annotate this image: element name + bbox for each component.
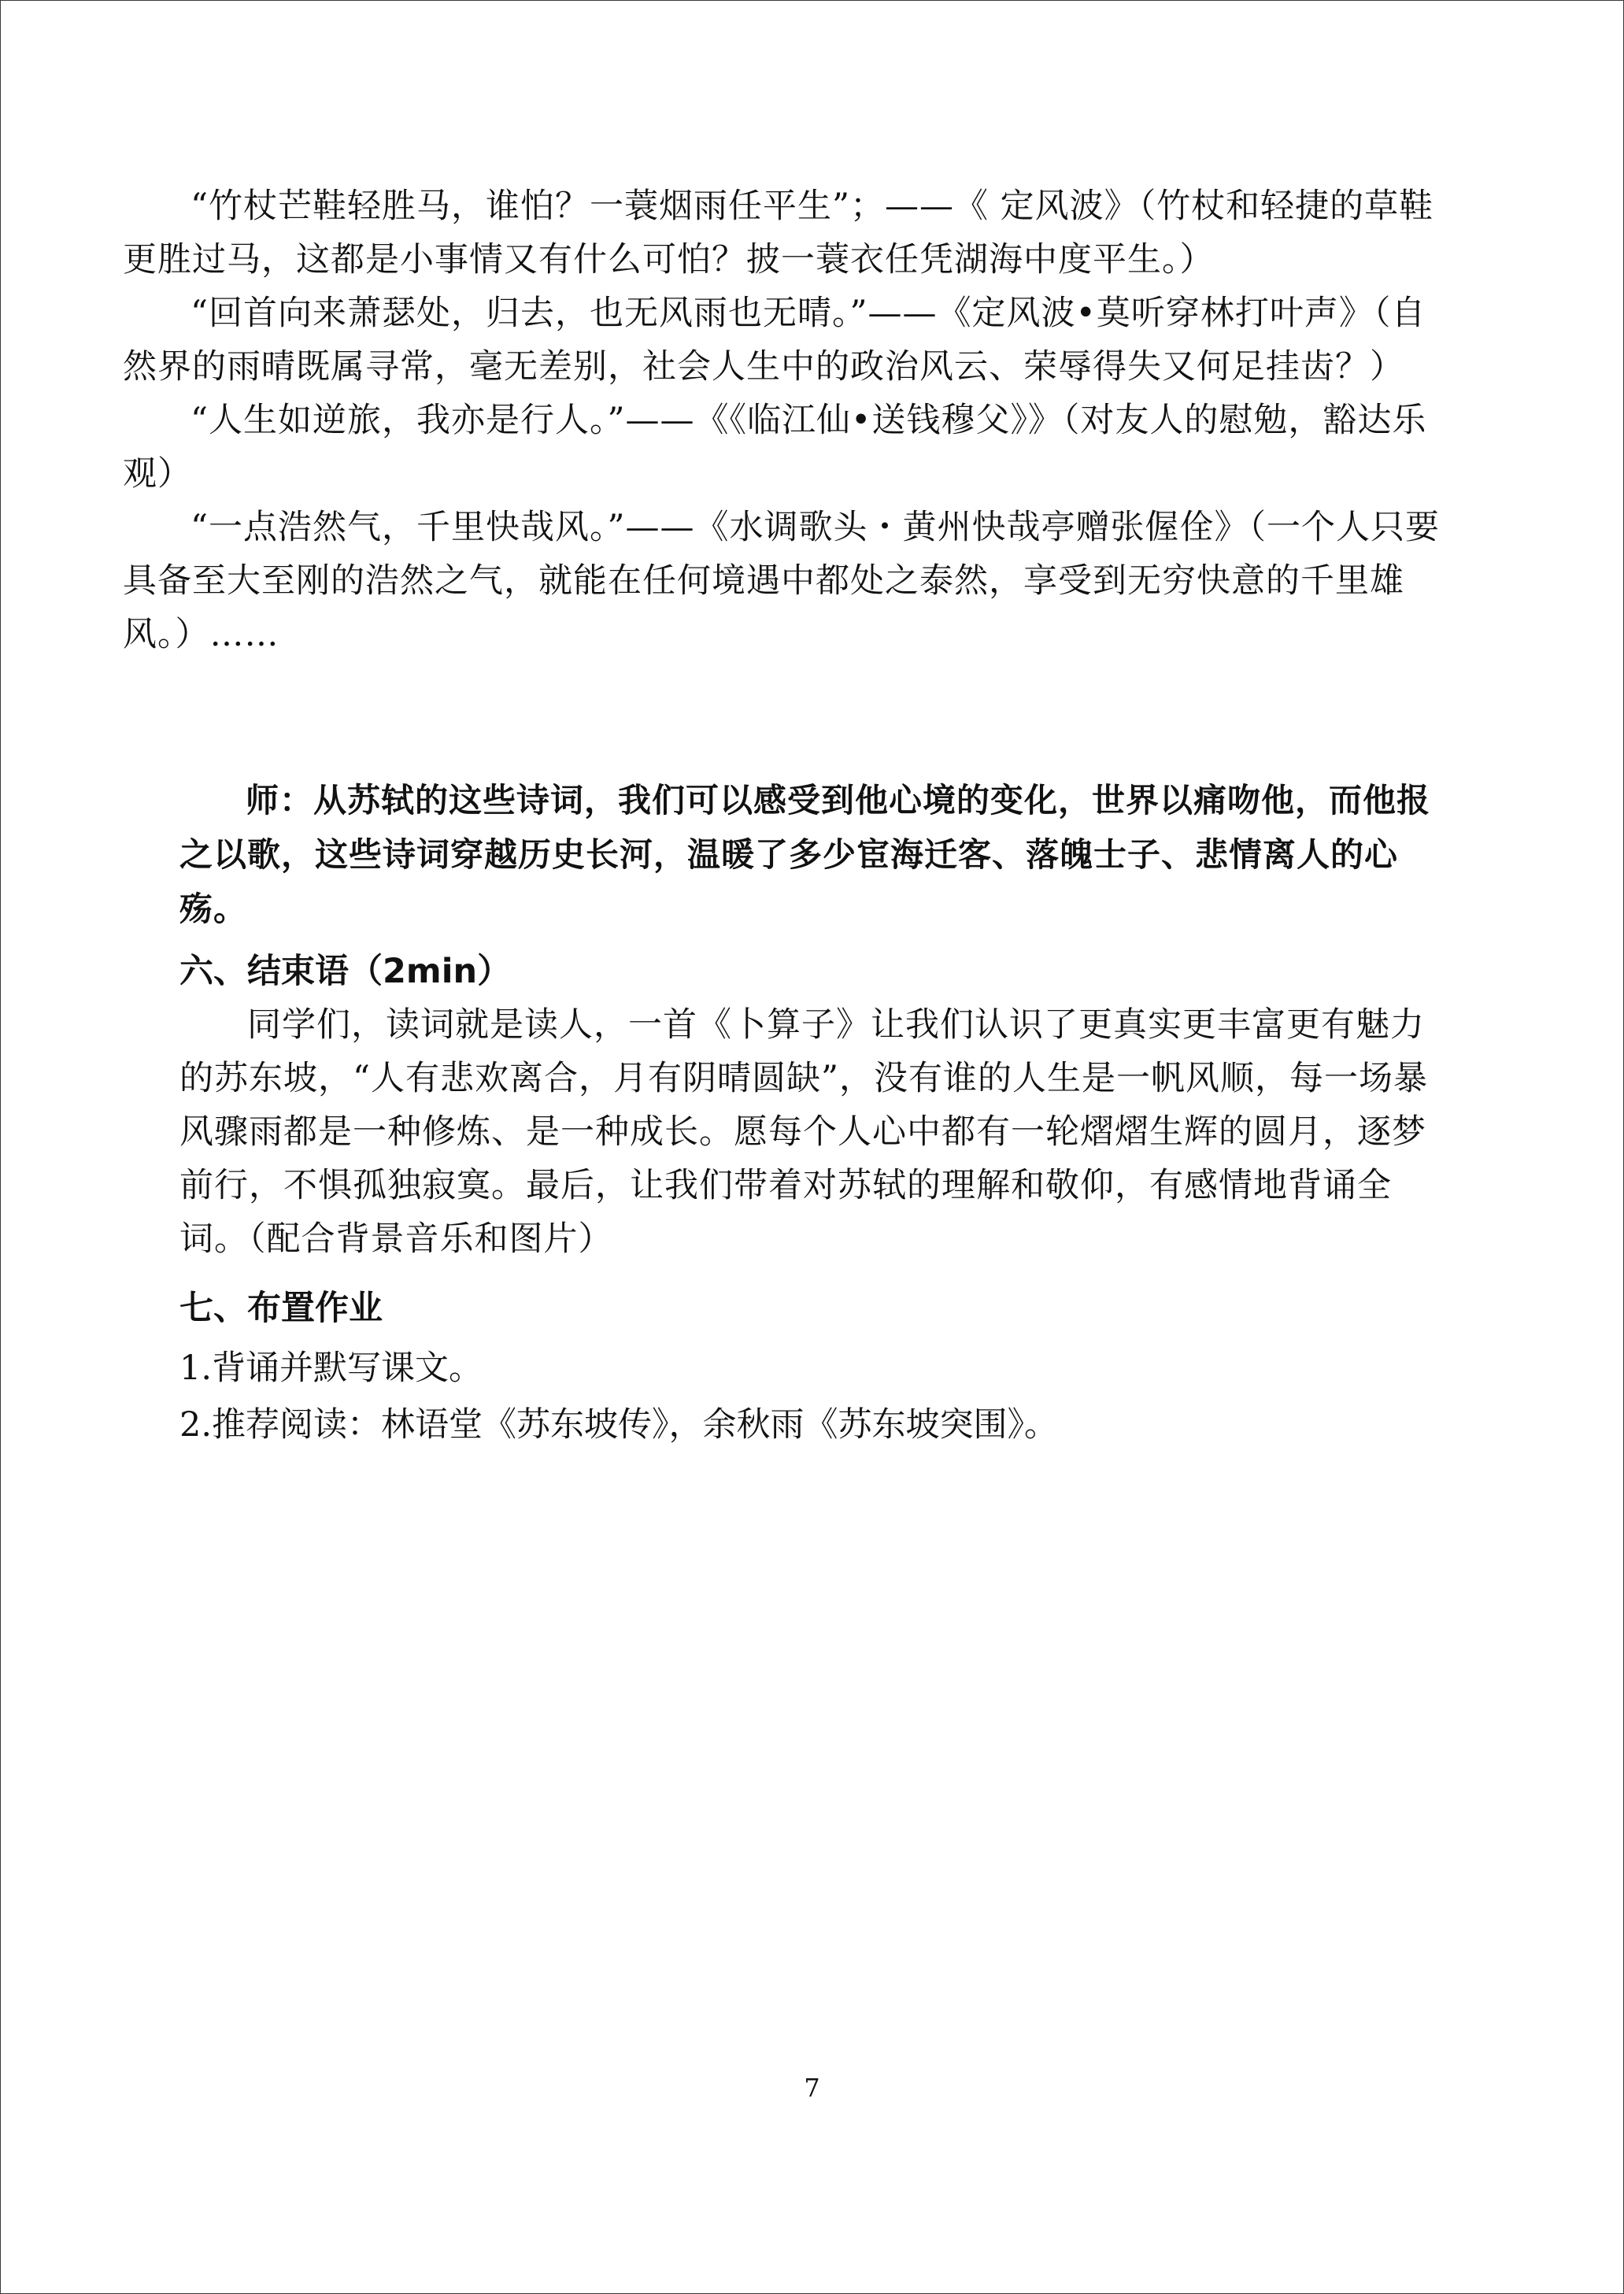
quote-paragraph: “一点浩然气，千里快哉风。”——《水调歌头・黄州快哉亭赠张偓佺》（一个人只要具备至大至刚的浩然之气，就能在任何境遇中都处之泰然，享受到无穷快意的千里雄风。）…… xyxy=(123,508,1440,654)
section-six-heading: 六、结束语（2min） xyxy=(179,952,512,991)
quote-paragraph: “回首向来萧瑟处，归去，也无风雨也无晴。”——《定风波•莫听穿林打叶声》（自然界的雨晴既属寻常，毫无差别，社会人生中的政治风云、荣辱得失又何足挂齿？） xyxy=(123,294,1426,387)
quote-paragraph: “竹杖芒鞋轻胜马，谁怕？一蓑烟雨任平生”；——《 定风波》（竹杖和轻捷的草鞋更胜过马，这都是小事情又有什么可怕？披一蓑衣任凭湖海中度平生。） xyxy=(123,187,1434,279)
closing-paragraph: 同学们，读词就是读人，一首《卜算子》让我们认识了更真实更丰富更有魅力的苏东坡，“人有悲欢离合，月有阴晴圆缺”，没有谁的人生是一帆风顺，每一场暴风骤雨都是一种修炼、是一种成长。愿每个人心中都有一轮熠熠生辉的圆月，逐梦前行，不惧孤独寂寞。最后，让我们带着对苏轼的理解和敬仰，有感情地背诵全词。（配合背景音乐和图片） xyxy=(179,1005,1428,1259)
section-six-body xyxy=(179,998,1439,1266)
teacher-remark-text: 师：从苏轼的这些诗词，我们可以感受到他心境的变化，世界以痛吻他，而他报之以歌，这些诗词穿越历史长河，温暖了多少宦海迁客、落魄士子、悲情离人的心殇。 xyxy=(179,781,1431,928)
poetry-quotes xyxy=(123,179,1445,661)
homework-item: 2.推荐阅读：林语堂《苏东坡传》，余秋雨《苏东坡突围》。 xyxy=(179,1405,1059,1445)
quote-paragraph: “人生如逆旅，我亦是行人。”——《《临江仙•送钱穆父》》（对友人的慰勉，豁达乐观） xyxy=(123,401,1427,494)
homework-item: 1.背诵并默写课文。 xyxy=(179,1349,483,1388)
teacher-remark xyxy=(179,773,1439,936)
section-seven-heading: 七、布置作业 xyxy=(179,1289,383,1328)
page-number: 7 xyxy=(804,2073,820,2103)
